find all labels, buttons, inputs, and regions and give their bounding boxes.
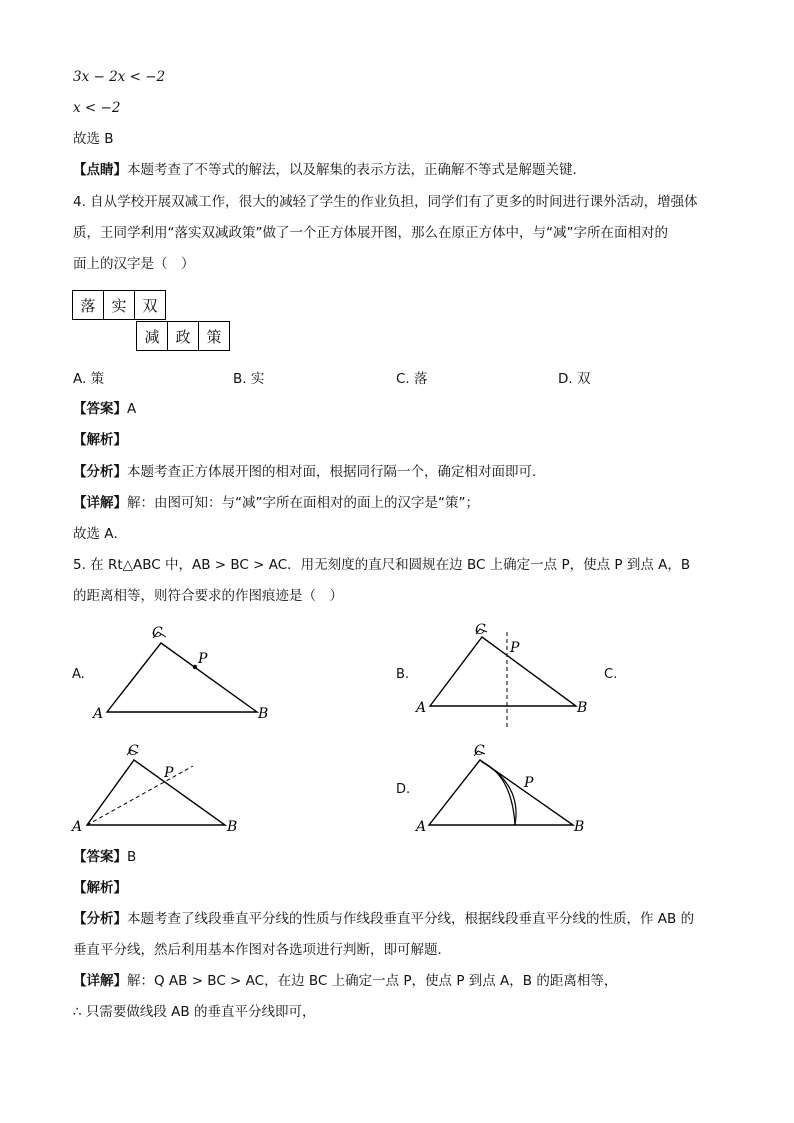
answer-5-line	[73, 847, 136, 867]
comment-text: 本题考查了不等式的解法，以及解集的表示方法，正确解不等式是解题关键．	[127, 162, 586, 178]
net-cell: 策	[199, 322, 230, 351]
triangle-d	[429, 760, 573, 825]
answer-label: 【答案】	[73, 401, 127, 417]
triangle-c	[87, 760, 225, 825]
label-a: A	[93, 706, 104, 722]
analysis-heading-5: 【解析】	[73, 880, 127, 896]
comment-label: 【点睛】	[73, 162, 127, 178]
net-cell: 减	[137, 322, 168, 351]
label-b: B	[574, 819, 585, 835]
label-a: A	[416, 700, 427, 716]
analysis-label: 【分析】	[73, 911, 127, 927]
label-p: P	[524, 775, 534, 791]
net-cell: 政	[168, 322, 199, 351]
label-p: P	[164, 765, 174, 781]
label-c: C	[152, 625, 163, 641]
net-cell: 落	[73, 291, 104, 320]
q5-option-d-label: D.	[396, 782, 411, 797]
compass-arc	[482, 762, 515, 825]
q4-option-a: A. 策	[73, 371, 105, 387]
equation-line-2: x < −2	[73, 100, 121, 116]
label-p: P	[510, 640, 520, 656]
compass-arc-2	[482, 762, 516, 825]
figure-a	[91, 625, 268, 722]
triangle-b	[430, 637, 576, 706]
answer-value: B	[127, 849, 137, 865]
figure-c	[70, 743, 237, 835]
q4-option-c: C. 落	[396, 371, 428, 387]
label-c: C	[474, 743, 485, 759]
detail-label: 【详解】	[73, 495, 127, 511]
question-4-line-3: 面上的汉字是（ ）	[73, 256, 195, 272]
detail-label: 【详解】	[73, 973, 127, 989]
equation-line-1: 3x − 2x < −2	[73, 69, 166, 85]
question-4-line-1: 4. 自从学校开展双减工作，很大的减轻了学生的作业负担，同学们有了更多的时间进行课外活动，增强体	[73, 194, 698, 210]
q5-option-b-label: B.	[396, 667, 410, 682]
figure-b	[414, 622, 587, 728]
detail-text: 解：Q AB > BC > AC，在边 BC 上确定一点 P，使点 P 到点 A，B 的距离相等，	[127, 973, 618, 989]
answer-label: 【答案】	[73, 849, 127, 865]
detail-5-line-1	[73, 971, 617, 991]
analysis-text: 本题考查正方体展开图的相对面，根据同行隔一个，确定相对面即可．	[127, 464, 546, 480]
point-p-dot	[193, 665, 197, 669]
label-c: C	[475, 622, 486, 638]
triangle-a	[107, 643, 257, 712]
label-b: B	[227, 819, 238, 835]
q5-option-a-label: A.	[72, 667, 85, 682]
label-p: P	[198, 651, 208, 667]
question-5-line-1: 5. 在 Rt△ABC 中，AB > BC > AC．用无刻度的直尺和圆规在边 BC 上确定一点 P，使点 P 到点 A，B	[73, 557, 691, 573]
detail-text: 解：由图可知：与“减”字所在面相对的面上的汉字是“策”；	[127, 495, 479, 511]
figure-d	[414, 743, 584, 835]
dashed-line	[87, 766, 193, 825]
label-b: B	[258, 706, 269, 722]
net-cell: 双	[135, 291, 166, 320]
label-b: B	[577, 700, 588, 716]
detail-5-line-2: ∴ 只需要做线段 AB 的垂直平分线即可，	[73, 1004, 316, 1020]
choose-b-line: 故选 B	[73, 131, 114, 147]
net-cell: 实	[104, 291, 135, 320]
q5-option-c-label: C.	[604, 667, 618, 682]
analysis-5-line-2: 垂直平分线，然后利用基本作图对各选项进行判断，即可解题．	[73, 942, 451, 958]
answer-value: A	[127, 401, 137, 417]
q4-option-b: B. 实	[233, 371, 265, 387]
question-4-line-2: 质，王同学利用“落实双减政策”做了一个正方体展开图，那么在原正方体中，与“减”字所在面相对的	[73, 225, 668, 241]
label-a: A	[416, 819, 427, 835]
analysis-heading-4: 【解析】	[73, 432, 127, 448]
analysis-5-line-1	[73, 909, 694, 929]
question-5-line-2: 的距离相等，则符合要求的作图痕迹是（ ）	[73, 588, 343, 604]
label-a: A	[72, 819, 83, 835]
choose-a-line: 故选 A．	[73, 526, 128, 542]
label-c: C	[128, 743, 139, 759]
analysis-label: 【分析】	[73, 464, 127, 480]
q4-option-d: D. 双	[558, 371, 591, 387]
analysis-text: 本题考查了线段垂直平分线的性质与作线段垂直平分线，根据线段垂直平分线的性质，作 AB 的	[127, 911, 695, 927]
